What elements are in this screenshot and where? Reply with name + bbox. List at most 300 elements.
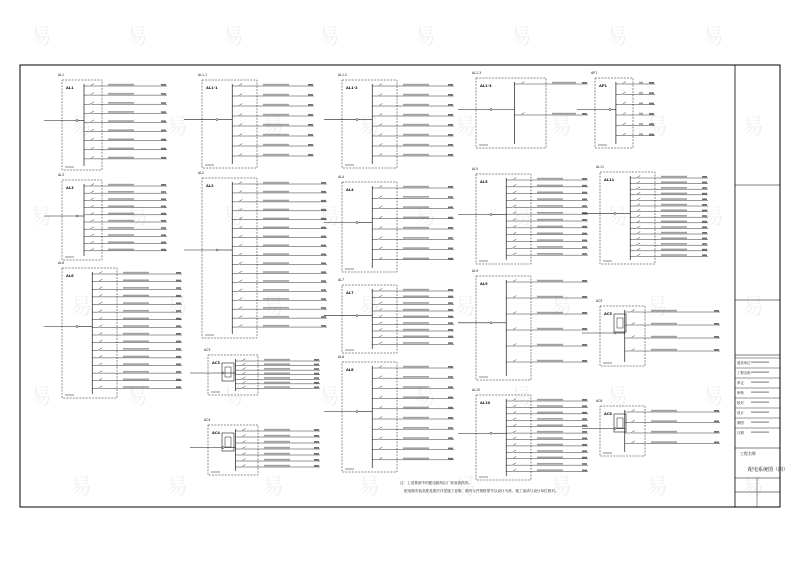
cable-spec-text <box>661 215 687 217</box>
load-tag <box>321 262 326 264</box>
breaker-contact <box>622 82 626 85</box>
load-tag <box>448 437 453 439</box>
cable-spec-text <box>403 309 429 311</box>
circuit-row <box>232 144 314 147</box>
breaker-contact <box>238 182 242 185</box>
watermark-glyph: 易 <box>606 205 629 230</box>
cable-spec-text <box>537 280 563 282</box>
load-tag <box>308 84 313 86</box>
cable-spec-text <box>264 465 290 467</box>
breaker-contact <box>378 386 382 389</box>
panel-enclosure <box>62 268 117 398</box>
cable-spec-text <box>403 144 429 146</box>
breaker-contact <box>90 212 94 215</box>
load-tag <box>702 193 707 195</box>
load-tag <box>448 296 453 298</box>
cable-spec-text <box>639 133 643 135</box>
circuit-row <box>372 94 454 97</box>
circuit-row <box>92 371 182 374</box>
watermark-glyph: 易 <box>262 475 285 500</box>
load-tag <box>161 84 166 86</box>
load-tag <box>448 144 453 146</box>
load-tag <box>321 191 326 193</box>
breaker-contact <box>512 239 516 242</box>
watermark-glyph: 易 <box>126 205 149 230</box>
breaker-contact <box>636 254 640 257</box>
circuit-row <box>625 323 720 326</box>
panel-enclosure <box>595 78 633 148</box>
breaker-contact <box>238 253 242 256</box>
cable-spec-text <box>639 102 643 104</box>
breaker-contact <box>242 447 246 450</box>
load-tag <box>161 102 166 104</box>
load-tag <box>314 429 319 431</box>
load-tag <box>582 444 587 446</box>
cable-spec-text <box>537 424 563 426</box>
breaker-contact <box>378 154 382 157</box>
breaker-contact <box>90 191 94 194</box>
circuit-row <box>625 349 720 352</box>
cable-spec-text <box>537 239 563 241</box>
cable-spec-text <box>263 94 289 96</box>
load-tag <box>702 176 707 178</box>
cable-spec-text <box>123 325 149 327</box>
panel-caption: AL3 <box>58 173 64 177</box>
title-block-row-value <box>751 411 769 413</box>
load-tag <box>314 368 319 370</box>
load-tag <box>161 234 166 236</box>
circuit-row <box>372 257 454 260</box>
watermark-glyph: 易 <box>126 385 149 410</box>
circuit-row <box>372 289 454 292</box>
circuit-row <box>84 84 167 87</box>
load-tag <box>321 236 326 238</box>
breaker-contact <box>512 191 516 194</box>
load-tag <box>176 379 181 381</box>
circuit-row <box>84 241 167 244</box>
cable-spec-text <box>108 249 134 251</box>
breaker-contact <box>242 459 246 462</box>
load-tag <box>161 148 166 150</box>
breaker-contact <box>631 323 635 326</box>
breaker-contact <box>631 336 635 339</box>
breaker-contact <box>636 181 640 184</box>
panel-name: AL11 <box>604 178 615 182</box>
watermark-glyph: 易 <box>30 25 53 50</box>
load-tag <box>448 458 453 460</box>
cable-spec-text <box>263 200 289 202</box>
cable-spec-text <box>403 134 429 136</box>
watermark-glyph: 易 <box>318 385 341 410</box>
cable-spec-text <box>108 234 134 236</box>
circuit-row <box>506 239 588 242</box>
breaker-contact <box>378 257 382 260</box>
watermark-glyph: 易 <box>454 295 477 320</box>
breaker-contact <box>90 156 94 159</box>
cable-spec-text <box>537 219 563 221</box>
breaker-contact <box>90 205 94 208</box>
load-tag <box>582 280 587 282</box>
breaker-contact <box>238 94 242 97</box>
cable-spec-text <box>537 226 563 228</box>
circuit-row <box>92 272 182 275</box>
breaker-contact <box>90 198 94 201</box>
title-block <box>735 185 780 507</box>
breaker-contact <box>521 113 525 116</box>
load-tag <box>582 405 587 407</box>
cable-spec-text <box>537 360 563 362</box>
cable-spec-text <box>403 196 429 198</box>
title-block-row-value <box>751 381 769 383</box>
breaker-contact <box>98 378 102 381</box>
load-tag <box>161 93 166 95</box>
circuit-row <box>630 176 708 179</box>
load-tag <box>448 289 453 291</box>
panel-diagrams <box>44 71 720 480</box>
breaker-contact <box>378 329 382 332</box>
watermark-glyph: 易 <box>702 385 725 410</box>
load-tag <box>448 448 453 450</box>
main-breaker <box>76 326 78 328</box>
cable-spec-text <box>123 272 149 274</box>
panel-enclosure <box>202 80 257 168</box>
cable-spec-text <box>263 218 289 220</box>
breaker-contact <box>238 298 242 301</box>
circuit-row <box>372 295 454 298</box>
breaker-contact <box>512 328 516 331</box>
panel-caption: AL1-3 <box>472 71 482 75</box>
cable-spec-text <box>661 198 687 200</box>
circuit-row <box>372 154 454 157</box>
panel-name: AL3 <box>66 186 74 190</box>
breaker-contact <box>512 431 516 434</box>
contactor-p17 <box>614 314 626 332</box>
title-block-row-value <box>751 361 769 363</box>
circuit-row <box>372 457 454 460</box>
circuit-row <box>92 355 182 358</box>
load-tag <box>161 242 166 244</box>
circuit-row <box>232 244 327 247</box>
title-block-row-label: 制图 <box>737 421 744 425</box>
breaker-contact <box>631 349 635 352</box>
watermark-glyph: 易 <box>30 205 53 230</box>
panel-enclosure <box>476 78 546 148</box>
watermark-glyph: 易 <box>166 115 189 140</box>
cable-spec-text <box>108 157 134 159</box>
title-block-row-value <box>751 371 769 373</box>
cable-spec-text <box>263 191 289 193</box>
load-tag <box>321 182 326 184</box>
circuit-row <box>372 134 454 137</box>
breaker-contact <box>512 463 516 466</box>
load-tag <box>582 219 587 221</box>
circuit-row <box>506 360 588 363</box>
panel-name: AL1 <box>66 86 74 90</box>
breaker-contact <box>378 447 382 450</box>
watermark-glyph: 易 <box>70 115 93 140</box>
breaker-contact <box>242 435 246 438</box>
load-tag <box>702 254 707 256</box>
load-tag <box>321 271 326 273</box>
panel-p5 <box>577 71 655 148</box>
cable-spec-text <box>661 181 687 183</box>
load-tag <box>321 245 326 247</box>
cable-spec-text <box>264 447 290 449</box>
circuit-row <box>506 431 588 434</box>
note-line-1: 注：上述系统中的配电箱均由厂家成套供货。 <box>400 481 472 485</box>
cable-spec-text <box>661 243 687 245</box>
breaker-contact <box>378 206 382 209</box>
load-tag <box>176 371 181 373</box>
circuit-row <box>92 340 182 343</box>
panel-name: AP1 <box>599 84 607 88</box>
breaker-contact <box>512 424 516 427</box>
load-tag <box>161 227 166 229</box>
load-tag <box>582 470 587 472</box>
circuit-row <box>232 325 327 328</box>
load-tag <box>448 407 453 409</box>
panel-caption: AL5 <box>472 167 478 171</box>
breaker-contact <box>98 302 102 305</box>
cable-spec-text <box>108 111 134 113</box>
cable-spec-text <box>661 187 687 189</box>
breaker-contact <box>242 465 246 468</box>
cable-spec-text <box>403 289 429 291</box>
watermark-glyph: 易 <box>742 115 765 140</box>
panel-name: AC3 <box>212 361 220 365</box>
breaker-contact <box>90 248 94 251</box>
panel-caption: AL11 <box>596 165 605 169</box>
circuit-row <box>232 280 327 283</box>
load-tag <box>582 328 587 330</box>
circuit-row <box>630 187 708 190</box>
load-tag <box>702 249 707 251</box>
breaker-contact <box>90 227 94 230</box>
cable-spec-text <box>661 249 687 251</box>
breaker-contact <box>636 176 640 179</box>
load-tag <box>314 377 319 379</box>
circuit-row <box>232 190 327 193</box>
title-block-row-value <box>751 391 769 393</box>
cable-spec-text <box>123 356 149 358</box>
load-tag <box>321 280 326 282</box>
circuit-row <box>84 234 167 237</box>
breaker-contact <box>238 325 242 328</box>
load-tag <box>448 316 453 318</box>
circuit-row <box>84 102 167 105</box>
cable-spec-text <box>403 186 429 188</box>
circuit-row <box>630 204 708 207</box>
panel-caption: AL2 <box>198 171 204 175</box>
circuit-row <box>236 453 321 456</box>
cable-spec-text <box>403 315 429 317</box>
load-tag <box>176 287 181 289</box>
cable-spec-text <box>108 84 134 86</box>
load-tag <box>582 185 587 187</box>
cable-spec-text <box>264 429 290 431</box>
circuit-row <box>372 366 454 369</box>
cable-spec-text <box>661 176 687 178</box>
load-tag <box>321 298 326 300</box>
panel-name: AL1-2 <box>346 86 358 90</box>
circuit-row <box>506 246 588 249</box>
load-tag <box>448 258 453 260</box>
panel-caption: AC6 <box>596 399 603 403</box>
load-tag <box>714 310 719 312</box>
load-tag <box>582 199 587 201</box>
watermark-glyph: 易 <box>550 295 573 320</box>
cable-spec-text <box>108 120 134 122</box>
breaker-contact <box>521 82 525 85</box>
watermark-glyph: 易 <box>30 385 53 410</box>
circuit-row <box>372 186 454 189</box>
panel-enclosure <box>476 276 531 380</box>
circuit-row <box>625 310 720 313</box>
panel-enclosure <box>62 180 102 260</box>
cable-spec-text <box>264 459 290 461</box>
circuit-row <box>630 254 708 257</box>
circuit-row <box>236 429 321 432</box>
circuit-row <box>625 336 720 339</box>
load-tag <box>702 187 707 189</box>
load-tag <box>176 325 181 327</box>
circuit-row <box>372 309 454 312</box>
breaker-contact <box>378 186 382 189</box>
breaker-contact <box>512 280 516 283</box>
main-breaker <box>222 447 224 449</box>
load-tag <box>714 431 719 433</box>
load-tag <box>448 386 453 388</box>
cable-spec-text <box>403 335 429 337</box>
main-breaker <box>216 249 218 251</box>
circuit-row <box>84 93 167 96</box>
watermark-glyph: 易 <box>414 385 437 410</box>
circuit-row <box>372 196 454 199</box>
breaker-contact <box>622 123 626 126</box>
cable-spec-text <box>537 212 563 214</box>
panel-p19 <box>582 165 708 264</box>
cable-spec-text <box>263 104 289 106</box>
watermark-glyph: 易 <box>646 295 669 320</box>
contactor-box <box>614 314 626 332</box>
panel-caption: AL9 <box>472 269 478 273</box>
load-tag <box>582 418 587 420</box>
breaker-contact <box>512 296 516 299</box>
circuit-row <box>372 114 454 117</box>
watermark-glyph: 易 <box>262 115 285 140</box>
circuit-row <box>515 82 589 85</box>
cable-spec-text <box>123 333 149 335</box>
circuit-row <box>236 363 321 366</box>
load-tag <box>582 360 587 362</box>
cable-spec-text <box>264 435 290 437</box>
breaker-contact <box>636 248 640 251</box>
cable-spec-text <box>537 412 563 414</box>
load-tag <box>176 341 181 343</box>
circuit-row <box>630 226 708 229</box>
load-tag <box>314 359 319 361</box>
circuit-row <box>625 420 720 423</box>
title-block-row-label: 建设单位 <box>737 361 751 365</box>
load-tag <box>448 417 453 419</box>
load-tag <box>714 336 719 338</box>
main-breaker <box>490 432 492 434</box>
panel-p10 <box>44 261 182 398</box>
circuit-row <box>232 199 327 202</box>
title-block-row-label: 审核 <box>737 391 744 395</box>
cable-spec-text <box>263 280 289 282</box>
circuit-row <box>506 296 588 299</box>
circuit-row <box>84 184 167 187</box>
load-tag <box>308 154 313 156</box>
panel-name: AL1-3 <box>480 84 492 88</box>
circuit-row <box>236 435 321 438</box>
circuit-row <box>630 237 708 240</box>
cable-spec-text <box>537 463 563 465</box>
breaker-contact <box>98 272 102 275</box>
breaker-contact <box>378 406 382 409</box>
breaker-contact <box>636 209 640 212</box>
panel-caption: AL1 <box>58 73 64 77</box>
panel-enclosure <box>342 182 397 272</box>
cable-spec-text <box>403 366 429 368</box>
load-tag <box>161 220 166 222</box>
cable-spec-text <box>403 342 429 344</box>
circuit-row <box>372 437 454 440</box>
load-tag <box>582 82 587 84</box>
breaker-contact <box>378 417 382 420</box>
breaker-contact <box>512 253 516 256</box>
circuit-row <box>630 248 708 251</box>
load-tag <box>308 134 313 136</box>
breaker-contact <box>98 294 102 297</box>
breaker-contact <box>98 340 102 343</box>
load-tag <box>448 104 453 106</box>
panel-name: AL6 <box>66 274 74 278</box>
panel-enclosure <box>342 362 397 472</box>
breaker-contact <box>512 184 516 187</box>
load-tag <box>314 453 319 455</box>
circuit-row <box>506 411 588 414</box>
cable-spec-text <box>108 184 134 186</box>
panel-p7 <box>44 173 167 260</box>
load-tag <box>314 465 319 467</box>
breaker-contact <box>98 325 102 328</box>
panel-caption: AL6 <box>58 261 64 265</box>
circuit-row <box>372 335 454 338</box>
cable-spec-text <box>661 209 687 211</box>
cable-spec-text <box>537 431 563 433</box>
cable-spec-text <box>264 377 290 379</box>
circuit-row <box>236 359 321 362</box>
circuit-row <box>236 372 321 375</box>
load-tag <box>176 348 181 350</box>
cable-spec-text <box>403 417 429 419</box>
cable-spec-text <box>108 93 134 95</box>
load-tag <box>314 441 319 443</box>
circuit-row <box>232 271 327 274</box>
load-tag <box>308 124 313 126</box>
circuit-row <box>506 456 588 459</box>
circuit-row <box>630 209 708 212</box>
load-tag <box>702 238 707 240</box>
circuit-row <box>372 417 454 420</box>
panel-p14 <box>324 355 454 472</box>
breaker-contact <box>636 232 640 235</box>
cable-spec-text <box>123 348 149 350</box>
cable-spec-text <box>264 382 290 384</box>
breaker-contact <box>238 280 242 283</box>
